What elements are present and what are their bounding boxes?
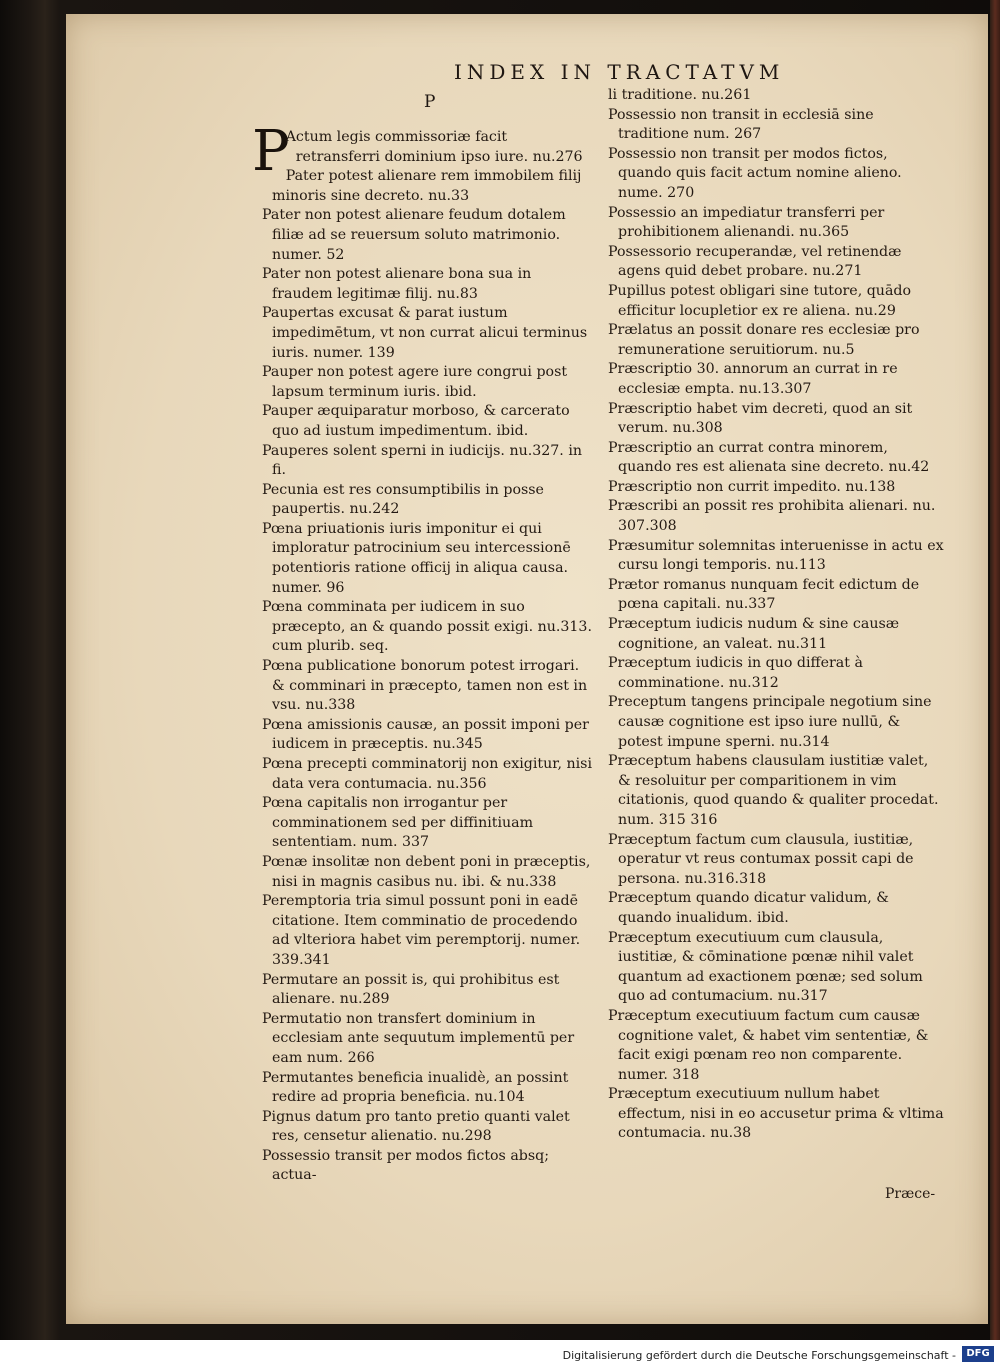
index-entry: Preceptum tangens principale negotium sine causæ cognitione est ipso iure nullū, & potest impune sperni. nu.314 xyxy=(608,694,932,750)
index-entry: Prætor romanus nunquam fecit edictum de pœna capitali. nu.337 xyxy=(608,576,920,613)
left-column xyxy=(252,119,594,1186)
section-letter: P xyxy=(424,92,436,112)
index-entry: Præsumitur solemnitas interuenisse in actu ex cursu longi temporis. nu.113 xyxy=(608,537,944,574)
index-entry: Pecunia est res consumptibilis in posse paupertis. nu.242 xyxy=(262,481,544,518)
dfg-logo-icon: DFG xyxy=(962,1346,994,1362)
index-entry: Prælatus an possit donare res ecclesiæ pro remuneratione seruitiorum. nu.5 xyxy=(608,322,920,358)
index-entry: Pœna comminata per iudicem in suo præcepto, an & quando possit exigi. nu.313. cum plurib. seq. xyxy=(262,599,592,655)
index-entry: Præceptum executiuum factum cum causæ cognitione valet, & habet vim sententiæ, & facit exigi pœnam reo non comparente. numer. 318 xyxy=(608,1007,929,1083)
index-entry: Præscriptio habet vim decreti, quod an sit verum. nu.308 xyxy=(608,400,913,437)
index-entry: Pignus datum pro tanto pretio quanti valet res, censetur alienatio. nu.298 xyxy=(262,1108,570,1145)
index-entry: li traditione. nu.261 xyxy=(608,87,752,103)
index-entry: Pater non potest alienare feudum dotalem filiæ ad se reuersum soluto matrimonio. numer. 52 xyxy=(262,207,566,263)
index-entry: Pœna publicatione bonorum potest irrogari. & comminari in præcepto, tamen non est in vsu. nu.338 xyxy=(262,658,588,714)
index-entry: Permutatio non transfert dominium in ecclesiam ante sequutum implementū per eam num. 266 xyxy=(262,1010,575,1066)
index-entry: Præceptum quando dicatur validum, & quando inualidum. ibid. xyxy=(608,890,889,926)
index-entry: Actum legis commissoriæ facit retransferri dominium ipso iure. nu.276 xyxy=(285,129,583,165)
book-edge xyxy=(990,0,1000,1340)
index-entry: Præceptum factum cum clausula, iustitiæ, operatur vt reus contumax possit capi de persona. nu.316.318 xyxy=(608,831,914,887)
index-entry: Pœna precepti comminatorij non exigitur, nisi data vera contumacia. nu.356 xyxy=(262,756,592,792)
right-column xyxy=(608,86,944,1144)
index-entry: Præscriptio 30. annorum an currat in re ecclesiæ empta. nu.13.307 xyxy=(608,361,898,397)
index-entry: Pœnæ insolitæ non debent poni in præceptis, nisi in magnis casibus nu. ibi. & nu.338 xyxy=(262,853,591,890)
footer-credit: Digitalisierung gefördert durch die Deutsche Forschungsgemeinschaft - xyxy=(562,1349,956,1362)
index-entry: Præscriptio non currit impedito. nu.138 xyxy=(608,478,896,495)
index-entry: Præscriptio an currat contra minorem, quando res est alienata sine decreto. nu.42 xyxy=(608,439,930,476)
index-entry: Præceptum iudicis in quo differat à comminatione. nu.312 xyxy=(608,655,863,691)
index-entry: Præscribi an possit res prohibita alienari. nu. 307.308 xyxy=(608,498,936,535)
index-entry: Pœna capitalis non irrogantur per comminationem sed per diffinitiuam sententiam. num. 337 xyxy=(262,795,534,851)
index-entry: Præceptum executiuum cum clausula, iustitiæ, & cōminatione pœnæ nihil valet quantum ad exactionem pœnæ; sed solum quo ad contumacium. nu.317 xyxy=(608,929,923,1005)
page-title: INDEX IN TRACTATVM xyxy=(454,60,785,84)
index-entry: Possessio non transit per modos fictos, quando quis facit actum nomine alieno. nume. 270 xyxy=(608,145,902,201)
index-entry: Pœna priuationis iuris imponitur ei qui imploratur patrocinium seu intercessionē potentioris ratione officij in aliqua causa. numer. 96 xyxy=(262,520,571,596)
index-entry: Peremptoria tria simul possunt poni in eadē citatione. Item comminatio de procedendo ad vlteriora habet vim peremptorij. numer. 339.341 xyxy=(262,893,581,968)
index-entry: Præceptum iudicis nudum & sine causæ cognitione, an valeat. nu.311 xyxy=(608,616,900,652)
index-entry: Pupillus potest obligari sine tutore, quādo efficitur locupletior ex re aliena. nu.29 xyxy=(608,282,912,319)
index-entry: Possessio an impediatur transferri per prohibitionem alienandi. nu.365 xyxy=(608,204,885,241)
index-entry: Præceptum habens clausulam iustitiæ valet, & resoluitur per comparitionem in vim citationis, quod quando & qualiter procedat. num. 315 316 xyxy=(608,753,939,828)
index-entry: Possessio non transit in ecclesiā sine traditione num. 267 xyxy=(608,106,874,143)
index-entry: Pauperes solent sperni in iudicijs. nu.327. in fi. xyxy=(262,442,583,479)
index-entry: Paupertas excusat & parat iustum impedimētum, vt non currat alicui terminus iuris. numer. 139 xyxy=(262,305,588,361)
index-entry: Permutantes beneficia inualidè, an possint redire ad propria beneficia. nu.104 xyxy=(262,1069,569,1106)
index-entry: Possessio transit per modos fictos absq; actua- xyxy=(262,1147,550,1184)
index-entry: Pater potest alienare rem immobilem filij minoris sine decreto. nu.33 xyxy=(272,168,582,204)
index-entry: Pater non potest alienare bona sua in fraudem legitimæ filij. nu.83 xyxy=(262,266,532,302)
index-entry: Pœna amissionis causæ, an possit imponi per iudicem in præceptis. nu.345 xyxy=(262,716,589,753)
index-entry: Permutare an possit is, qui prohibitus est alienare. nu.289 xyxy=(262,971,560,1008)
index-entry: Possessorio recuperandæ, vel retinendæ agens quid debet probare. nu.271 xyxy=(608,243,902,280)
index-entry: Pauper æquiparatur morboso, & carcerato quo ad iustum impedimentum. ibid. xyxy=(262,403,570,439)
catchword: Præce- xyxy=(885,1186,936,1202)
drop-initial: P xyxy=(252,119,290,184)
index-entry: Præceptum executiuum nullum habet effectum, nisi in eo accusetur prima & vltima contumacia. nu.38 xyxy=(608,1086,944,1142)
index-entry: Pauper non potest agere iure congrui post lapsum terminum iuris. ibid. xyxy=(262,364,568,400)
